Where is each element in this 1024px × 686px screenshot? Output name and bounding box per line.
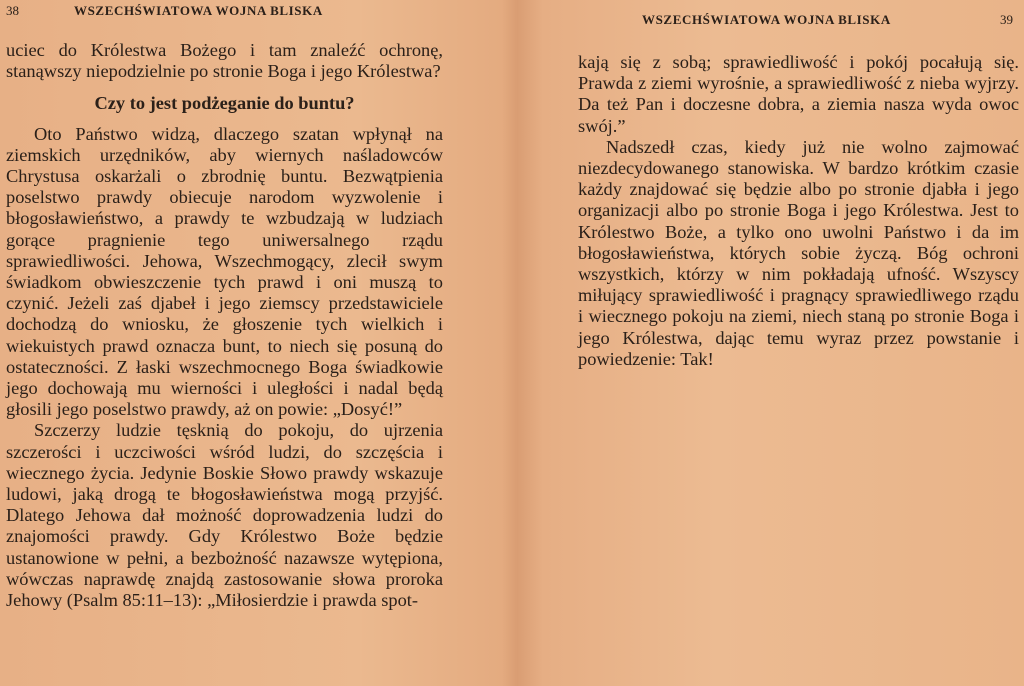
right-page-body	[578, 52, 1019, 370]
left-page-body	[6, 40, 443, 611]
continued-paragraph: uciec do Królestwa Bożego i tam znaleźć ochronę, stanąwszy niepodzielnie po stronie Boga i jego Królestwa?	[6, 40, 443, 82]
body-paragraph-2: Szczerzy ludzie tęsknią do pokoju, do ujrzenia szczerości i uczciwości wśród ludzi, do szczęścia i wiecznego życia. Jedynie Boskie Słowo prawdy wskazuje ludowi, jaką drogą te błogosławieństwa mogą przyjść. Dlatego Jehowa dał możność doprowadzenia ludzi do znajomości prawdy. Gdy Królestwo Boże będzie ustanowione w pełni, a bezbożność nazawsze wytępiona, wówczas naprawdę znajdą zastosowanie słowa proroka Jehowy (Psalm 85:11–13): „Miłosierdzie i prawda spot-	[6, 420, 443, 611]
running-head-left: WSZECHŚWIATOWA WOJNA BLISKA	[74, 3, 323, 18]
right-page	[514, 0, 1024, 686]
left-page	[0, 0, 510, 686]
page-number-left: 38	[6, 3, 19, 18]
section-heading: Czy to jest podżeganie do buntu?	[94, 93, 355, 114]
running-head-right: WSZECHŚWIATOWA WOJNA BLISKA	[642, 12, 891, 27]
body-paragraph-1: Nadszedł czas, kiedy już nie wolno zajmować niezdecydowanego stanowiska. W bardzo krótkim czasie każdy znajdować się będzie albo po stronie djabła i jego organizacji albo po stronie Boga i jego Królestwa. Jest to Królestwo Boże, a tylko ono uwolni Państwo i da im błogosławieństwa, których sobie życzą. Bóg ochroni wszystkich, którzy w nim pokładają ufność. Wszyscy miłujący sprawiedliwość i pragnący sprawiedliwego rządu i wiecznego pokoju na ziemi, niech staną po stronie Boga i jego Królestwa, dając temu wyraz przez powstanie i powiedzenie: Tak!	[578, 136, 1019, 369]
continued-paragraph: kają się z sobą; sprawiedliwość i pokój pocałują się. Prawda z ziemi wyrośnie, a sprawiedliwość z nieba wyjrzy. Da też Pan i doczesne dobra, a ziemia nasza wyda owoc swój.”	[578, 52, 1019, 136]
body-paragraph-1: Oto Państwo widzą, dlaczego szatan wpłynął na ziemskich urzędników, aby wiernych naśladowców Chrystusa oskarżali o zbrodnię buntu. Bezwątpienia poselstwo prawdy obiecuje narodom wyzwolenie i błogosławieństwo, a prawdy te wzbudzają w ludziach gorące pragnienie tego uniwersalnego rządu sprawiedliwości. Jehowa, Wszechmogący, zlecił swym świadkom obwieszczenie tych prawd i oni muszą to czynić. Jeżeli zaś djabeł i jego ziemscy przedstawiciele dochodzą do wniosku, że głoszenie tych wielkich i wiekuistych prawd oznacza bunt, to niech się posuną do ostateczności. Z łaski wszechmocnego Boga świadkowie jego dochowają mu wierności i uległości i nadal będą głosili jego poselstwo prawdy, aż on powie: „Dosyć!”	[6, 123, 443, 420]
page-number-right: 39	[1000, 12, 1013, 27]
